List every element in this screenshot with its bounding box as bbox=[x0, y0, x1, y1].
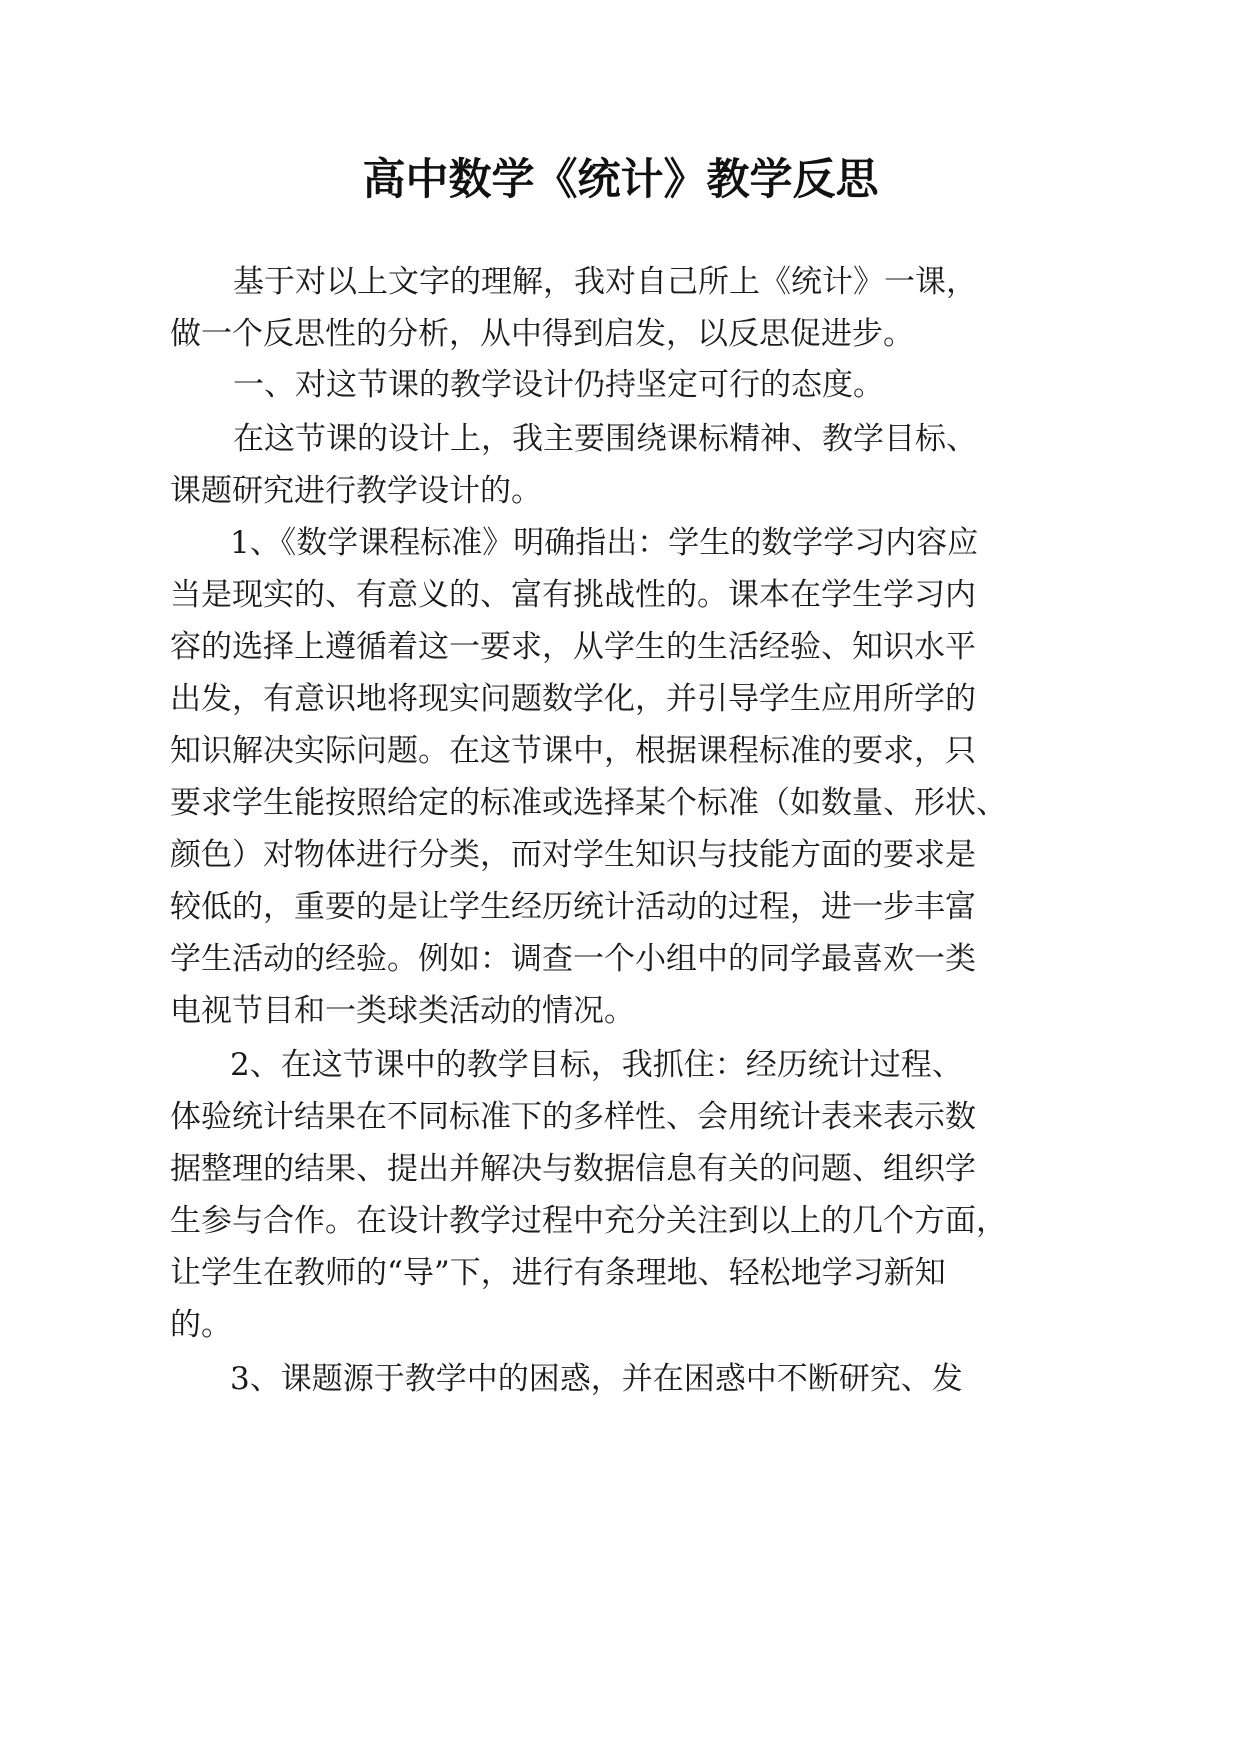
line-text: 基于对以上文字的理解，我对自己所上《统计》一课， bbox=[233, 264, 977, 300]
paragraph-line bbox=[0, 934, 1241, 984]
paragraph-line bbox=[0, 986, 1241, 1036]
line-text: 课题研究进行教学设计的。 bbox=[170, 473, 542, 509]
line-text: 体验统计结果在不同标准下的多样性、会用统计表来表示数 bbox=[170, 1099, 976, 1135]
paragraph-line bbox=[0, 622, 1241, 672]
paragraph-line bbox=[0, 257, 1241, 307]
line-text: 1、《数学课程标准》明确指出：学生的数学学习内容应 bbox=[230, 525, 979, 561]
paragraph-line bbox=[0, 1354, 1241, 1404]
line-text: 据整理的结果、提出并解决与数据信息有关的问题、组织学 bbox=[170, 1151, 976, 1187]
line-text: 做一个反思性的分析，从中得到启发，以反思促进步。 bbox=[170, 316, 914, 352]
line-text: 颜色）对物体进行分类，而对学生知识与技能方面的要求是 bbox=[170, 837, 976, 873]
line-text: 知识解决实际问题。在这节课中，根据课程标准的要求，只 bbox=[170, 733, 976, 769]
paragraph-line bbox=[0, 570, 1241, 620]
line-text: 学生活动的经验。例如：调查一个小组中的同学最喜欢一类 bbox=[170, 941, 976, 977]
line-text: 生参与合作。在设计教学过程中充分关注到以上的几个方面， bbox=[170, 1203, 1007, 1239]
paragraph-line bbox=[0, 830, 1241, 880]
line-text: 较低的，重要的是让学生经历统计活动的过程，进一步丰富 bbox=[170, 889, 976, 925]
line-text: 电视节目和一类球类活动的情况。 bbox=[170, 993, 635, 1029]
paragraph-line bbox=[0, 1300, 1241, 1350]
paragraph-line bbox=[0, 414, 1241, 464]
line-text: 3、课题源于教学中的困惑，并在困惑中不断研究、发 bbox=[230, 1361, 963, 1397]
line-text: 当是现实的、有意义的、富有挑战性的。课本在学生学习内 bbox=[170, 577, 976, 613]
paragraph-line bbox=[0, 726, 1241, 776]
paragraph-line bbox=[0, 778, 1241, 828]
document-title: 高中数学《统计》教学反思 bbox=[362, 155, 879, 205]
line-text: 容的选择上遵循着这一要求，从学生的生活经验、知识水平 bbox=[170, 629, 976, 665]
line-text: 一、对这节课的教学设计仍持坚定可行的态度。 bbox=[233, 367, 884, 403]
paragraph-line bbox=[0, 1092, 1241, 1142]
paragraph-line bbox=[0, 882, 1241, 932]
paragraph-line bbox=[0, 518, 1241, 568]
paragraph-line bbox=[0, 360, 1241, 410]
paragraph-line bbox=[0, 1040, 1241, 1090]
line-text: 在这节课的设计上，我主要围绕课标精神、教学目标、 bbox=[233, 421, 977, 457]
paragraph-line bbox=[0, 1248, 1241, 1298]
line-text: 出发，有意识地将现实问题数学化，并引导学生应用所学的 bbox=[170, 681, 976, 717]
line-text: 2、在这节课中的教学目标，我抓住：经历统计过程、 bbox=[230, 1047, 963, 1083]
paragraph-line bbox=[0, 309, 1241, 359]
line-text: 的。 bbox=[170, 1307, 232, 1343]
paragraph-line bbox=[0, 1196, 1241, 1246]
paragraph-line bbox=[0, 674, 1241, 724]
paragraph-line bbox=[0, 1144, 1241, 1194]
line-text: 让学生在教师的“导”下，进行有条理地、轻松地学习新知 bbox=[170, 1255, 946, 1291]
paragraph-line bbox=[0, 466, 1241, 516]
line-text: 要求学生能按照给定的标准或选择某个标准（如数量、形状、 bbox=[170, 785, 1007, 821]
